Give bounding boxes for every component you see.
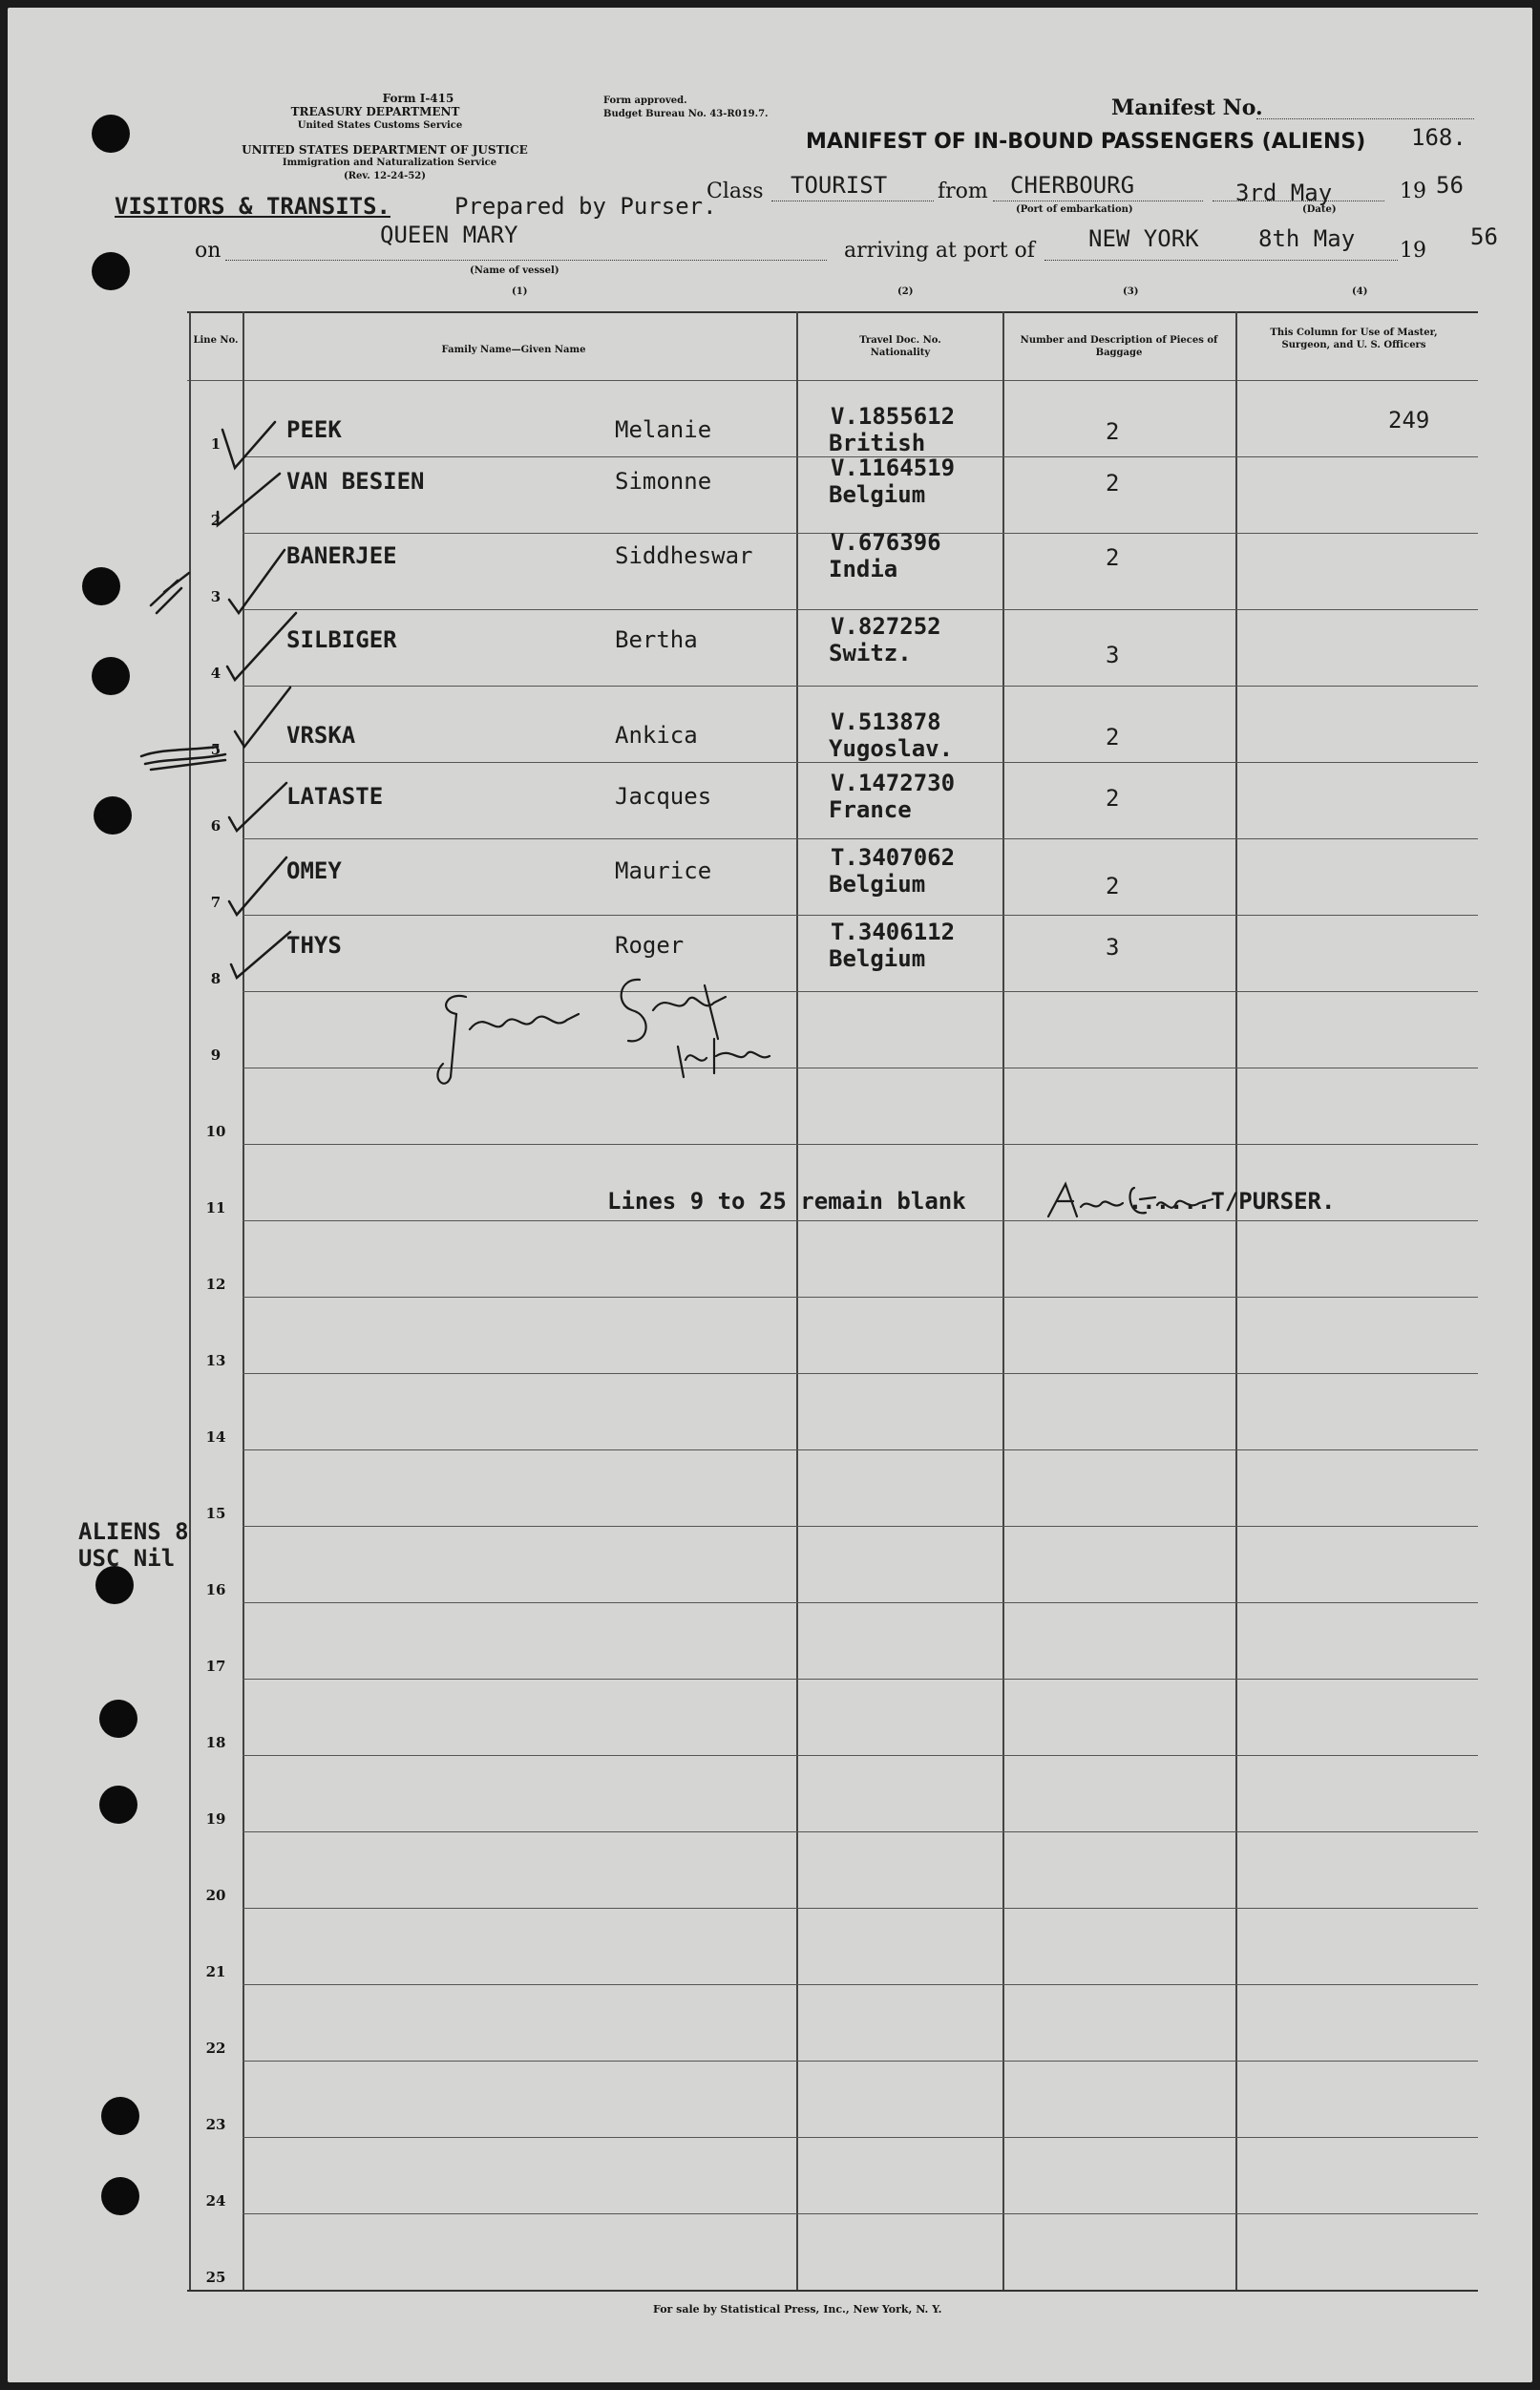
given-name: Melanie — [615, 416, 712, 443]
form-approved: Form approved. — [603, 95, 687, 106]
line-number: 7 — [210, 894, 222, 911]
baggage-count: 2 — [1106, 724, 1120, 751]
row-rule — [243, 1602, 1478, 1603]
line-number: 25 — [205, 2269, 226, 2286]
row-rule — [243, 1144, 1478, 1145]
arrival-port: NEW YORK — [1088, 225, 1199, 252]
manifest-no-label: Manifest No. — [1111, 95, 1263, 120]
travel-doc-no: T.3407062 — [831, 844, 956, 871]
given-name: Simonne — [615, 468, 712, 495]
line-number: 18 — [205, 1734, 226, 1751]
header-travel-doc: Travel Doc. No. Nationality — [859, 335, 941, 358]
year-prefix: 19 — [1400, 180, 1426, 203]
line-number: 24 — [205, 2192, 226, 2210]
given-name: Maurice — [615, 857, 712, 884]
nationality: France — [829, 796, 912, 823]
row-rule — [243, 1220, 1478, 1221]
officer-note: 249 — [1388, 407, 1430, 434]
header-baggage: Number and Description of Pieces of Baggage — [1020, 335, 1218, 358]
line-number: 2 — [210, 512, 222, 529]
row-rule — [243, 1449, 1478, 1450]
nationality: British — [829, 430, 926, 456]
port-embarkation: CHERBOURG — [1010, 172, 1135, 199]
punch-hole — [99, 1786, 137, 1824]
margin-note-aliens: ALIENS 8 — [78, 1518, 189, 1545]
line-number: 5 — [210, 741, 222, 758]
arrival-date: 8th May — [1258, 225, 1356, 252]
family-name: SILBIGER — [286, 626, 397, 653]
family-name: OMEY — [286, 857, 342, 884]
family-name: BANERJEE — [286, 542, 397, 569]
visitors-transits: VISITORS & TRANSITS. — [115, 193, 390, 220]
line-number: 19 — [205, 1810, 226, 1828]
manifest-no-value: 168. — [1411, 124, 1466, 151]
check-marks — [122, 409, 313, 1268]
row-rule — [243, 1831, 1478, 1832]
punch-hole — [101, 2177, 139, 2215]
line-number: 10 — [205, 1123, 226, 1140]
baggage-count: 2 — [1106, 470, 1120, 497]
header-line-no: Line No. — [193, 335, 239, 346]
col-index-1: (1) — [512, 286, 528, 297]
baggage-count: 2 — [1106, 418, 1120, 445]
line-number: 16 — [205, 1581, 226, 1598]
nationality: Belgium — [829, 871, 926, 898]
date-caption: (Date) — [1302, 204, 1337, 215]
blank-lines-note: Lines 9 to 25 remain blank — [607, 1188, 966, 1215]
nationality: Yugoslav. — [829, 735, 954, 762]
row-rule — [243, 915, 1478, 916]
inspector-signature — [428, 972, 791, 1096]
row-rule — [243, 686, 1478, 687]
row-rule — [243, 762, 1478, 763]
family-name: THYS — [286, 932, 342, 959]
line-number: 3 — [210, 588, 222, 605]
given-name: Bertha — [615, 626, 698, 653]
line-number: 1 — [210, 435, 222, 453]
baggage-count: 2 — [1106, 785, 1120, 812]
footer-printer: For sale by Statistical Press, Inc., New York, N. Y. — [653, 2303, 942, 2316]
punch-hole — [99, 1700, 137, 1738]
row-rule — [243, 2213, 1478, 2214]
margin-note-usc: USC Nil — [78, 1545, 176, 1572]
given-name: Roger — [615, 932, 685, 959]
budget-bureau: Budget Bureau No. 43-R019.7. — [603, 109, 769, 119]
header-name: Family Name—Given Name — [441, 345, 586, 355]
row-rule — [243, 2137, 1478, 2138]
line-number: 13 — [205, 1352, 226, 1369]
row-rule — [243, 1297, 1478, 1298]
row-rule — [243, 1679, 1478, 1680]
line-number: 11 — [205, 1199, 226, 1216]
punch-hole — [92, 115, 130, 153]
travel-doc-no: V.827252 — [831, 613, 941, 640]
arriving-label: arriving at port of — [844, 239, 1035, 263]
col-index-4: (4) — [1352, 286, 1368, 297]
prepared-by: Prepared by Purser. — [454, 193, 717, 220]
line-number: 17 — [205, 1658, 226, 1675]
line-number: 15 — [205, 1505, 226, 1522]
baggage-count: 2 — [1106, 544, 1120, 571]
travel-doc-no: V.513878 — [831, 709, 941, 735]
nationality: India — [829, 556, 898, 582]
customs-service: United States Customs Service — [297, 120, 463, 131]
line-number: 8 — [210, 970, 222, 987]
col-index-3: (3) — [1123, 286, 1139, 297]
row-rule — [243, 838, 1478, 839]
row-rule — [243, 2061, 1478, 2062]
vessel-caption: (Name of vessel) — [470, 265, 559, 276]
given-name: Ankica — [615, 722, 698, 749]
ins-service: Immigration and Naturalization Service — [282, 158, 497, 168]
line-number: 23 — [205, 2116, 226, 2133]
nationality: Belgium — [829, 945, 926, 972]
nationality: Switz. — [829, 640, 912, 666]
year2-suffix: 56 — [1470, 223, 1498, 250]
given-name: Siddheswar — [615, 542, 753, 569]
family-name: PEEK — [286, 416, 342, 443]
row-rule — [243, 1755, 1478, 1756]
travel-doc-no: V.676396 — [831, 529, 941, 556]
travel-doc-no: V.1164519 — [831, 455, 956, 481]
on-label: on — [195, 239, 222, 263]
year2-prefix: 19 — [1400, 239, 1426, 263]
from-label: from — [938, 180, 988, 203]
punch-hole — [92, 252, 130, 290]
row-rule — [243, 1526, 1478, 1527]
form-number: Form I-415 — [382, 92, 454, 105]
punch-hole — [82, 567, 120, 605]
line-number: 9 — [210, 1047, 222, 1064]
line-number: 12 — [205, 1276, 226, 1293]
year-suffix: 56 — [1436, 172, 1464, 199]
travel-doc-no: V.1472730 — [831, 770, 956, 796]
row-rule — [243, 1373, 1478, 1374]
manifest-title: MANIFEST OF IN-BOUND PASSENGERS (ALIENS) — [806, 130, 1366, 154]
treasury-dept: TREASURY DEPARTMENT — [290, 105, 460, 118]
line-number: 20 — [205, 1887, 226, 1904]
rev-date: (Rev. 12-24-52) — [344, 171, 426, 181]
justice-dept: UNITED STATES DEPARTMENT OF JUSTICE — [242, 143, 528, 157]
col-index-2: (2) — [897, 286, 914, 297]
vessel-name: QUEEN MARY — [380, 222, 518, 248]
header-officers: This Column for Use of Master, Surgeon, and U. S. Officers — [1270, 328, 1438, 350]
line-number: 6 — [210, 817, 222, 835]
embark-date: 3rd May — [1235, 180, 1333, 206]
line-number: 4 — [210, 665, 222, 682]
family-name: VRSKA — [286, 722, 356, 749]
purser-suffix: ......T/PURSER. — [1128, 1188, 1336, 1215]
line-number: 22 — [205, 2040, 226, 2057]
baggage-count: 3 — [1106, 934, 1120, 961]
row-rule — [243, 1984, 1478, 1985]
line-number: 14 — [205, 1428, 226, 1446]
port-caption: (Port of embarkation) — [1016, 204, 1133, 215]
punch-hole — [95, 1566, 134, 1604]
given-name: Jacques — [615, 783, 712, 810]
baggage-count: 3 — [1106, 642, 1120, 668]
nationality: Belgium — [829, 481, 926, 508]
row-rule — [243, 1908, 1478, 1909]
travel-doc-no: V.1855612 — [831, 403, 956, 430]
row-rule — [243, 609, 1478, 610]
class-label: Class — [707, 180, 764, 203]
family-name: LATASTE — [286, 783, 384, 810]
family-name: VAN BESIEN — [286, 468, 425, 495]
class-value: TOURIST — [791, 172, 888, 199]
travel-doc-no: T.3406112 — [831, 919, 956, 945]
manifest-page — [8, 8, 1532, 2382]
line-number: 21 — [205, 1963, 226, 1980]
baggage-count: 2 — [1106, 873, 1120, 899]
punch-hole — [101, 2097, 139, 2135]
